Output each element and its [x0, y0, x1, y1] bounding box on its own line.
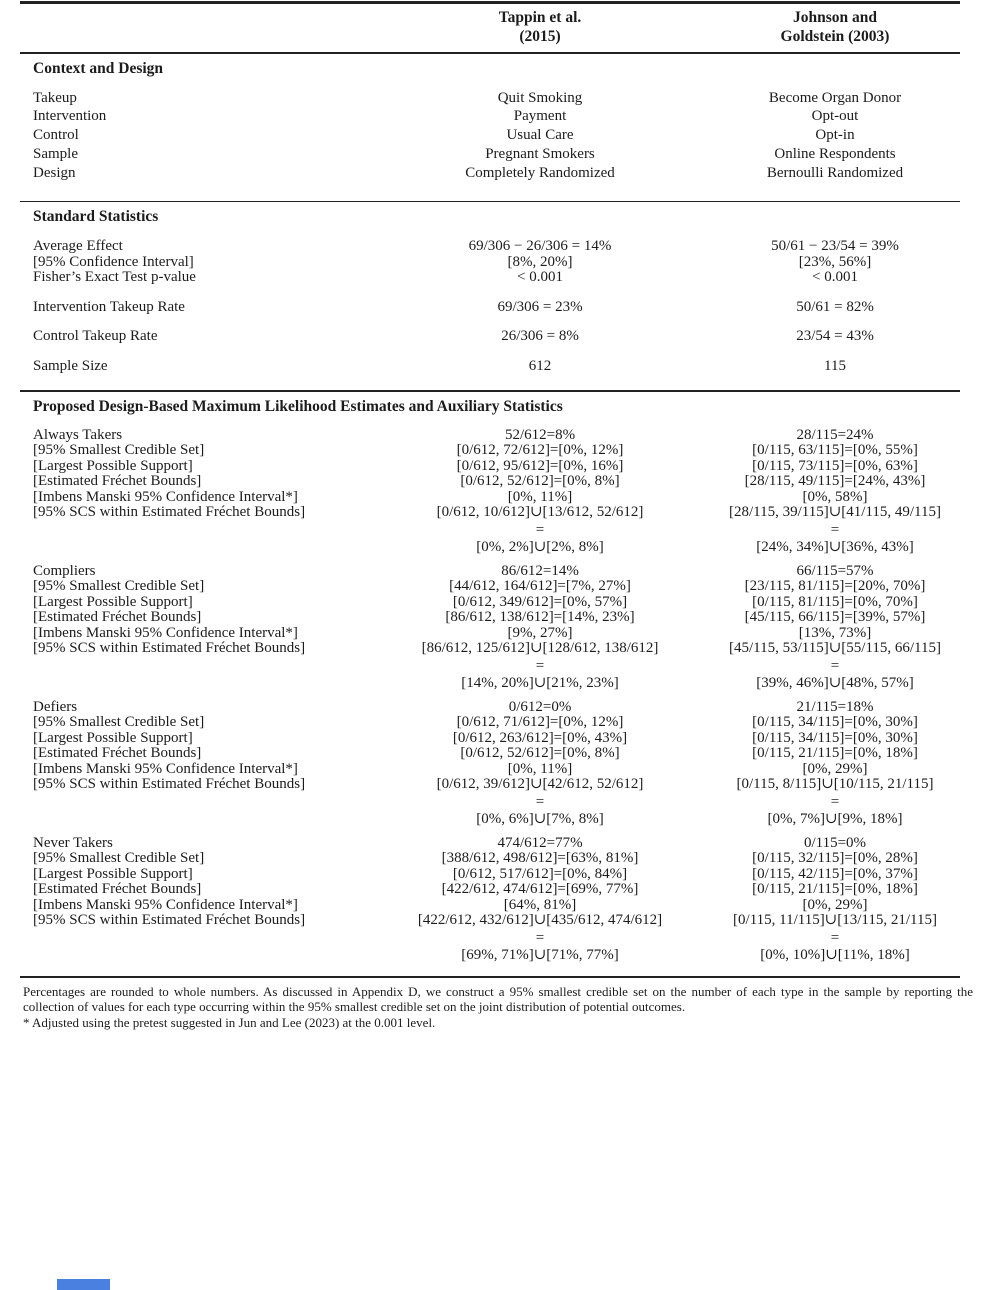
row-label	[20, 811, 370, 827]
table-row	[20, 459, 960, 475]
context-rows	[20, 89, 960, 183]
stat-group	[20, 329, 960, 345]
value-study1: [8%, 20%]	[507, 253, 573, 270]
value-study1: [9%, 27%]	[507, 624, 573, 641]
value-study2: [0%, 58%]	[802, 488, 868, 505]
value-study2: 50/61 = 82%	[796, 298, 874, 315]
value-study1: 26/306 = 8%	[501, 328, 579, 345]
value-study2: [0/115, 81/115]=[0%, 70%]	[752, 593, 918, 610]
table-row	[20, 359, 960, 375]
row-label: [95% Confidence Interval]	[33, 253, 194, 270]
value-study1: [0%, 11%]	[507, 488, 573, 505]
table-row	[20, 746, 960, 762]
value-study1: Completely Randomized	[465, 164, 615, 181]
value-study1: [86/612, 138/612]=[14%, 23%]	[445, 609, 635, 626]
table-row	[20, 930, 960, 946]
table-row	[20, 564, 960, 580]
value-study1: 612	[528, 357, 552, 374]
value-study2: =	[830, 657, 840, 674]
value-study1: Usual Care	[506, 127, 574, 144]
row-label: [95% SCS within Estimated Fréchet Bounds]	[33, 640, 306, 657]
table-row	[20, 126, 960, 145]
value-study2: [39%, 46%]∪[48%, 57%]	[756, 674, 914, 691]
value-study2: 23/54 = 43%	[796, 328, 874, 345]
value-study1: [86/612, 125/612]∪[128/612, 138/612]	[421, 640, 659, 657]
value-study2: [23%, 56%]	[798, 253, 872, 270]
table-row	[20, 777, 960, 793]
row-label	[20, 675, 370, 691]
value-study2: [0/115, 11/115]∪[13/115, 21/115]	[733, 912, 937, 929]
table-row	[20, 794, 960, 810]
table-row	[20, 595, 960, 611]
value-study2: 115	[824, 357, 846, 374]
value-study2: [0%, 29%]	[802, 896, 868, 913]
value-study1: Pregnant Smokers	[485, 145, 595, 162]
table-row	[20, 913, 960, 929]
value-study2: [0/115, 21/115]=[0%, 18%]	[752, 745, 918, 762]
table-row	[20, 522, 960, 538]
estimate-block	[20, 836, 960, 963]
link-annotation-marker[interactable]	[57, 1279, 110, 1290]
value-study1: [0%, 6%]∪[7%, 8%]	[476, 810, 604, 827]
table-row	[20, 474, 960, 490]
table-row	[20, 658, 960, 674]
table-row	[20, 145, 960, 164]
section-title-ml-estimates: Proposed Design-Based Maximum Likelihood Estimates and Auxiliary Statistics	[33, 397, 563, 415]
value-study1: [44/612, 164/612]=[7%, 27%]	[449, 578, 631, 595]
column-header-study2	[710, 8, 960, 46]
value-study1: [0/612, 52/612]=[0%, 8%]	[460, 745, 620, 762]
value-study1: [0/612, 71/612]=[0%, 12%]	[456, 714, 624, 731]
table-row	[20, 490, 960, 506]
study2-name: Johnson and	[792, 9, 877, 26]
row-label: Average Effect	[33, 238, 123, 255]
ml-estimate-blocks	[20, 428, 960, 963]
value-study1: 86/612=14%	[501, 562, 579, 579]
value-study1: [0/612, 263/612]=[0%, 43%]	[452, 729, 628, 746]
value-study1: [0/612, 72/612]=[0%, 12%]	[456, 442, 624, 459]
row-label: [Largest Possible Support]	[33, 457, 193, 474]
value-study2: [0/115, 34/115]=[0%, 30%]	[752, 714, 918, 731]
study1-name: Tappin et al.	[498, 9, 582, 26]
row-label: [Largest Possible Support]	[33, 729, 193, 746]
table-footnotes	[20, 984, 973, 1031]
value-study1: [422/612, 432/612]∪[435/612, 474/612]	[417, 912, 663, 929]
estimate-block	[20, 700, 960, 827]
value-study2: =	[830, 521, 840, 538]
estimate-block	[20, 428, 960, 555]
table-row	[20, 675, 960, 691]
row-label	[20, 539, 370, 555]
value-study2: [0/115, 8/115]∪[10/115, 21/115]	[736, 776, 934, 793]
top-rule	[20, 1, 960, 4]
stat-group	[20, 300, 960, 316]
value-study1: 69/306 − 26/306 = 14%	[468, 238, 612, 255]
row-label: Control	[33, 127, 79, 144]
value-study2: [0/115, 73/115]=[0%, 63%]	[752, 457, 918, 474]
value-study1: 52/612=8%	[504, 426, 576, 443]
value-study2: =	[830, 793, 840, 810]
value-study2: [13%, 73%]	[798, 624, 872, 641]
row-label: [Largest Possible Support]	[33, 593, 193, 610]
row-label	[20, 658, 370, 674]
stat-group	[20, 359, 960, 375]
value-study1: 474/612=77%	[497, 834, 583, 851]
row-label: [Imbens Manski 95% Confidence Interval*]	[33, 488, 298, 505]
table-row	[20, 867, 960, 883]
value-study2: =	[830, 929, 840, 946]
section-rule-1	[20, 201, 960, 203]
value-study2: < 0.001	[812, 269, 858, 286]
standard-statistics-groups	[20, 239, 960, 374]
stat-group	[20, 239, 960, 286]
row-label: [95% SCS within Estimated Fréchet Bounds]	[33, 504, 306, 521]
table-row	[20, 626, 960, 642]
value-study1: [0/612, 95/612]=[0%, 16%]	[456, 457, 624, 474]
value-study1: =	[535, 521, 545, 538]
row-label: Intervention	[33, 108, 107, 125]
value-study1: [14%, 20%]∪[21%, 23%]	[461, 674, 619, 691]
table-row	[20, 641, 960, 657]
row-label	[20, 522, 370, 538]
value-study1: [0%, 11%]	[507, 760, 573, 777]
value-study1: =	[535, 793, 545, 810]
study1-year: (2015)	[519, 28, 561, 45]
row-label: Sample Size	[33, 357, 108, 374]
footnote-rounding-note: Percentages are rounded to whole numbers. As discussed in Appendix D, we construct a 95% smallest credible set on the number of each type in the sample by reporting the collection of values for each type occurring within the 95% smallest credible set on the joint distribution of potential outcomes.	[23, 983, 973, 1015]
value-study2: [45/115, 66/115]=[39%, 57%]	[744, 609, 926, 626]
comparison-table	[20, 0, 973, 1030]
value-study2: Opt-out	[811, 108, 859, 125]
row-label: [Estimated Fréchet Bounds]	[33, 609, 202, 626]
row-label: [Imbens Manski 95% Confidence Interval*]	[33, 896, 298, 913]
value-study1: 69/306 = 23%	[497, 298, 583, 315]
table-row	[20, 539, 960, 555]
value-study1: [0/612, 52/612]=[0%, 8%]	[460, 473, 620, 490]
value-study2: 28/115=24%	[796, 426, 874, 443]
value-study1: =	[535, 657, 545, 674]
table-row	[20, 300, 960, 316]
value-study1: [0/612, 517/612]=[0%, 84%]	[452, 865, 628, 882]
table-row	[20, 762, 960, 778]
row-label	[20, 794, 370, 810]
value-study2: [0/115, 63/115]=[0%, 55%]	[752, 442, 918, 459]
row-label: [95% Smallest Credible Set]	[33, 714, 205, 731]
value-study1: Quit Smoking	[497, 89, 583, 106]
table-row	[20, 89, 960, 108]
row-label: [Largest Possible Support]	[33, 865, 193, 882]
value-study2: 21/115=18%	[796, 698, 874, 715]
estimate-block	[20, 564, 960, 691]
value-study2: 50/61 − 23/54 = 39%	[771, 238, 899, 255]
footnote-pretest-note: * Adjusted using the pretest suggested in Jun and Lee (2023) at the 0.001 level.	[23, 1014, 436, 1030]
value-study1: [388/612, 498/612]=[63%, 81%]	[441, 850, 639, 867]
table-row	[20, 164, 960, 183]
row-label: [95% Smallest Credible Set]	[33, 578, 205, 595]
value-study2: [0%, 29%]	[802, 760, 868, 777]
table-row	[20, 107, 960, 126]
value-study1: Payment	[513, 108, 567, 125]
table-row	[20, 851, 960, 867]
row-label: Defiers	[33, 698, 78, 715]
value-study2: [0/115, 42/115]=[0%, 37%]	[752, 865, 918, 882]
value-study2: [0%, 10%]∪[11%, 18%]	[760, 946, 910, 963]
row-label	[20, 930, 370, 946]
row-label: [Imbens Manski 95% Confidence Interval*]	[33, 760, 298, 777]
row-label: [Imbens Manski 95% Confidence Interval*]	[33, 624, 298, 641]
row-label: Design	[33, 164, 76, 181]
row-label: Always Takers	[33, 426, 123, 443]
header-empty-cell	[20, 8, 370, 46]
value-study1: [0/612, 10/612]∪[13/612, 52/612]	[436, 504, 644, 521]
table-row	[20, 882, 960, 898]
table-row	[20, 836, 960, 852]
row-label: [95% SCS within Estimated Fréchet Bounds]	[33, 912, 306, 929]
value-study2: Online Respondents	[774, 145, 896, 162]
table-row	[20, 329, 960, 345]
value-study2: Opt-in	[815, 127, 855, 144]
table-row	[20, 731, 960, 747]
value-study1: [422/612, 474/612]=[69%, 77%]	[441, 881, 639, 898]
table-row	[20, 443, 960, 459]
section-title-standard-statistics: Standard Statistics	[33, 208, 159, 226]
table-row	[20, 610, 960, 626]
value-study2: [0/115, 21/115]=[0%, 18%]	[752, 881, 918, 898]
table-header-row	[20, 8, 960, 46]
table-row	[20, 811, 960, 827]
bottom-rule	[20, 976, 960, 978]
value-study1: 0/612=0%	[508, 698, 572, 715]
value-study1: [64%, 81%]	[503, 896, 577, 913]
value-study1: [0/612, 39/612]∪[42/612, 52/612]	[436, 776, 644, 793]
table-row	[20, 715, 960, 731]
row-label	[20, 947, 370, 963]
table-row	[20, 579, 960, 595]
study2-year: Goldstein (2003)	[780, 28, 890, 45]
row-label: Control Takeup Rate	[33, 328, 158, 345]
value-study2: [0%, 7%]∪[9%, 18%]	[767, 810, 903, 827]
row-label: Takeup	[33, 89, 77, 106]
value-study2: [45/115, 53/115]∪[55/115, 66/115]	[729, 640, 941, 657]
row-label: [Estimated Fréchet Bounds]	[33, 473, 202, 490]
column-header-study1	[370, 8, 710, 46]
value-study1: [0/612, 349/612]=[0%, 57%]	[452, 593, 628, 610]
value-study2: Become Organ Donor	[768, 89, 902, 106]
value-study1: [69%, 71%]∪[71%, 77%]	[461, 946, 619, 963]
value-study2: [0/115, 34/115]=[0%, 30%]	[752, 729, 918, 746]
row-label: [Estimated Fréchet Bounds]	[33, 745, 202, 762]
row-label: Compliers	[33, 562, 96, 579]
value-study2: 66/115=57%	[796, 562, 874, 579]
row-label: [95% SCS within Estimated Fréchet Bounds]	[33, 776, 306, 793]
section-rule-2	[20, 390, 960, 392]
row-label: [95% Smallest Credible Set]	[33, 850, 205, 867]
row-label: [95% Smallest Credible Set]	[33, 442, 205, 459]
row-label: Sample	[33, 145, 78, 162]
value-study1: =	[535, 929, 545, 946]
value-study2: [0/115, 32/115]=[0%, 28%]	[752, 850, 918, 867]
value-study2: [23/115, 81/115]=[20%, 70%]	[744, 578, 926, 595]
table-row	[20, 898, 960, 914]
section-title-context-and-design: Context and Design	[33, 59, 164, 77]
row-label: [Estimated Fréchet Bounds]	[33, 881, 202, 898]
table-row	[20, 270, 960, 286]
row-label: Fisher’s Exact Test p-value	[33, 269, 196, 286]
table-row	[20, 505, 960, 521]
table-row	[20, 947, 960, 963]
value-study2: Bernoulli Randomized	[766, 164, 904, 181]
value-study2: [28/115, 49/115]=[24%, 43%]	[744, 473, 926, 490]
value-study1: < 0.001	[517, 269, 563, 286]
row-label: Never Takers	[33, 834, 113, 851]
value-study2: [24%, 34%]∪[36%, 43%]	[756, 538, 914, 555]
row-label: Intervention Takeup Rate	[33, 298, 185, 315]
value-study2: [28/115, 39/115]∪[41/115, 49/115]	[729, 504, 941, 521]
value-study1: [0%, 2%]∪[2%, 8%]	[476, 538, 604, 555]
table-row	[20, 700, 960, 716]
table-row	[20, 428, 960, 444]
header-rule	[20, 52, 960, 54]
table-row	[20, 239, 960, 255]
value-study2: 0/115=0%	[803, 834, 867, 851]
table-row	[20, 255, 960, 271]
